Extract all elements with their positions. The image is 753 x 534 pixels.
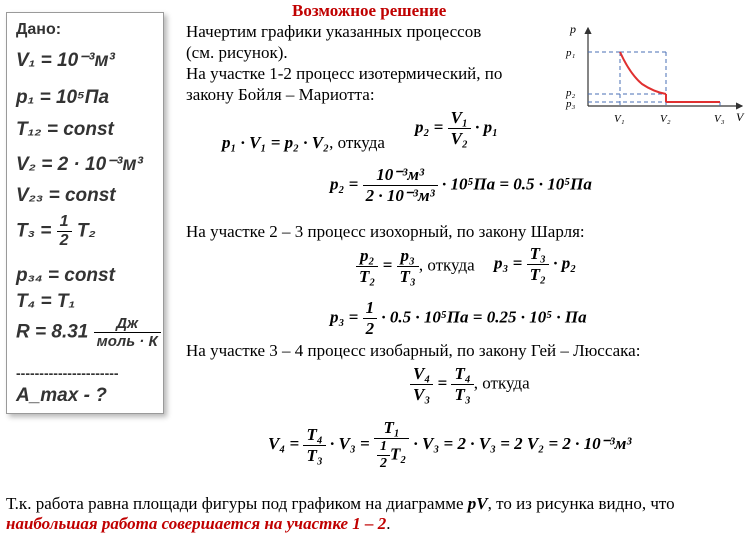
eq6-n1: T₄ (303, 425, 325, 446)
eq1-otkuda: , откуда (329, 133, 385, 152)
graph-p3: p₃ (566, 98, 576, 110)
graph-v3: V₃ (714, 113, 725, 125)
eq3-d1: T₂ (359, 267, 376, 286)
eq1-res-left: p₂ = (415, 117, 448, 137)
equation-p2-formula (415, 108, 498, 149)
eq6-d2-den: 2 (379, 456, 387, 471)
eq4-num: 1 (363, 298, 378, 319)
text-line-2: (см. рисунок). (186, 43, 288, 62)
given-t3-den: 2 (59, 232, 69, 249)
equation-charles (356, 246, 475, 287)
equation-p2-value (330, 165, 592, 206)
eq6-right: · V₃ = 2 · V₃ = 2 V₂ = 2 · 10⁻³м³ (409, 433, 632, 453)
given-t3-left: T₃ = (16, 220, 57, 242)
eq3-otkuda: , откуда (418, 255, 475, 275)
eq6-d2-num: 1 (377, 439, 390, 456)
given-t3-right: T₂ (71, 220, 96, 242)
eq3-res-den: T₂ (529, 265, 546, 284)
eq6-n2: T₁ (374, 418, 409, 439)
eq1-left: p₁ · V₁ = p₂ · V₂ (222, 133, 330, 152)
given-r (16, 315, 161, 350)
conclusion-prefix: Т.к. работа равна площади фигуры под графиком на диаграмме (6, 494, 468, 513)
graph-v1: V₁ (614, 113, 625, 125)
given-separator: ---------------------- (16, 365, 119, 381)
given-t3-num: 1 (57, 213, 72, 232)
eq6-mid: · V₃ = (325, 433, 374, 453)
conclusion-suffix: , то из рисунка видно, что (487, 494, 675, 513)
given-r-left: R = 8.31 (16, 321, 94, 343)
graph-p-label: p (570, 22, 576, 36)
graph-v2: V₂ (660, 113, 671, 125)
conclusion-pv: pV (467, 494, 488, 513)
text-line-3: На участке 1-2 процесс изотермический, по (186, 64, 503, 83)
eq3-d2: T₃ (399, 267, 416, 286)
graph-v-label: V (736, 110, 744, 124)
conclusion-line-1 (6, 494, 675, 514)
eq2-right: · 10⁵Па = 0.5 · 10⁵Па (437, 174, 592, 194)
conclusion-end: . (386, 514, 391, 533)
solution-heading: Возможное решение (292, 1, 447, 20)
graph-p1: p₁ (566, 47, 576, 59)
equation-v4 (268, 418, 631, 472)
eq3-n1: p₂ (356, 246, 378, 267)
eq5-n1: V₄ (410, 364, 433, 385)
eq5-d1: V₃ (413, 385, 431, 404)
equation-p3-value (330, 298, 587, 339)
conclusion-highlight: наибольшая работа совершается на участке 1 – 2 (6, 514, 387, 533)
eq5-otkuda: , откуда (473, 373, 530, 393)
eq4-left: p₃ = (330, 307, 363, 327)
eq1-res-den: V₂ (450, 129, 468, 148)
given-t12: T₁₂ = const (16, 119, 114, 140)
given-p1: p₁ = 10⁵Па (16, 87, 110, 108)
conclusion-line-2 (6, 514, 391, 534)
given-r-den: моль · К (96, 333, 158, 350)
isotherm-curve (620, 52, 666, 94)
equation-gay-lussac (410, 364, 530, 405)
equation-p3-formula (494, 244, 576, 285)
eq2-den: 2 · 10⁻³м³ (365, 186, 435, 205)
given-title: Дано: (16, 21, 62, 38)
text-line-4: закону Бойля – Мариотта: (186, 85, 375, 104)
eq5-n2: T₄ (451, 364, 473, 385)
given-find: A_max - ? (16, 385, 107, 406)
text-line-1: Начертим графики указанных процессов (186, 22, 482, 41)
eq4-den: 2 (365, 319, 375, 338)
eq2-num: 10⁻³м³ (363, 165, 438, 186)
given-p34: p₃₄ = const (16, 265, 115, 286)
eq3-eq: = (378, 255, 397, 275)
eq3-res-num: T₃ (527, 244, 549, 265)
text-line-5: На участке 2 – 3 процесс изохорный, по закону Шарля: (186, 222, 585, 241)
given-t4: T₄ = T₁ (16, 291, 76, 312)
eq4-right: · 0.5 · 10⁵Па = 0.25 · 10⁵ · Па (377, 307, 587, 327)
eq3-res-right: · p₂ (548, 253, 577, 273)
eq5-eq: = (433, 373, 452, 393)
given-v1: V₁ = 10⁻³м³ (16, 50, 115, 71)
text-line-6: На участке 3 – 4 процесс изобарный, по закону Гей – Люссака: (186, 341, 641, 360)
given-r-num: Дж (94, 315, 161, 333)
eq3-res-left: p₃ = (494, 253, 527, 273)
eq2-left: p₂ = (330, 174, 363, 194)
equation-boyle (222, 133, 385, 153)
given-panel (6, 12, 164, 414)
pv-graph (556, 22, 752, 134)
eq3-n2: p₃ (397, 246, 419, 267)
eq6-d2-right: T₂ (389, 444, 407, 464)
eq1-res-num: V₁ (448, 108, 471, 129)
given-t3 (16, 213, 96, 250)
given-v23: V₂₃ = const (16, 185, 116, 206)
eq6-d1: T₃ (306, 445, 323, 465)
eq1-res-right: · p₁ (470, 117, 499, 137)
given-v2: V₂ = 2 · 10⁻³м³ (16, 154, 143, 175)
eq5-d2: T₃ (454, 385, 471, 404)
eq6-left: V₄ = (268, 433, 304, 453)
graph-p2: p₂ (566, 87, 576, 99)
